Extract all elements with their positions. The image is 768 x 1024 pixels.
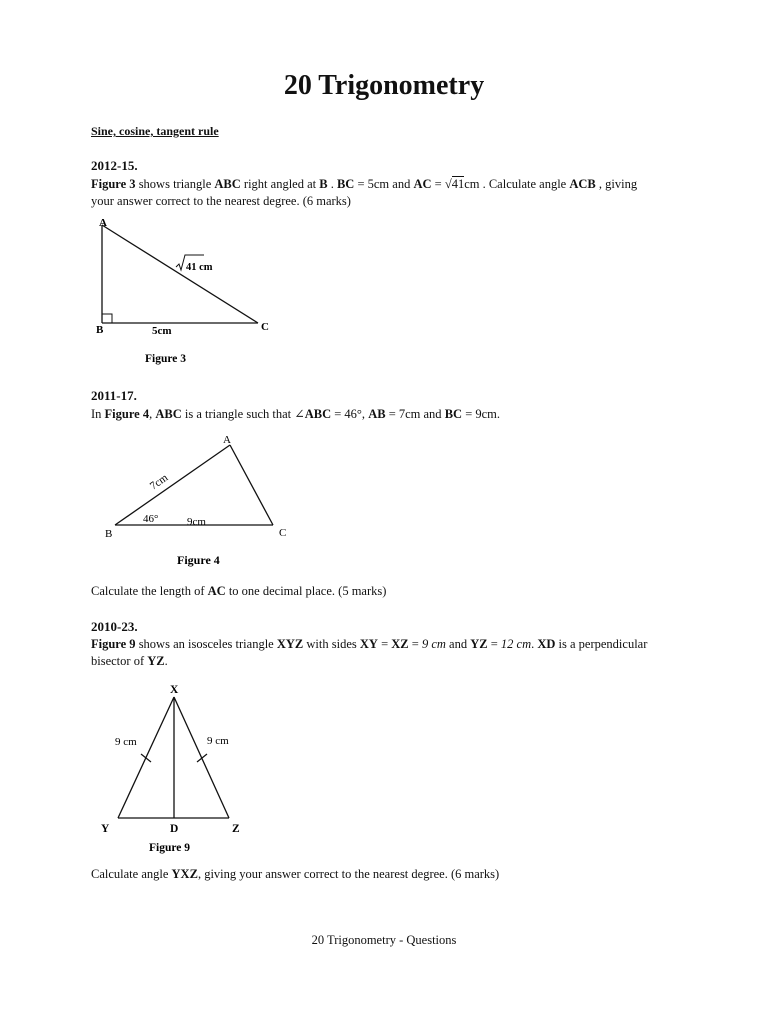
angle-label-b: 46° — [143, 513, 159, 525]
question-text: Figure 9 shows an isosceles triangle XYZ with sides XY = XZ = 9 cm and YZ = 12 cm. XD is a perpendicular bisector of YZ. — [91, 637, 648, 668]
figure-caption: Figure 3 — [145, 353, 186, 365]
triangle-abc — [115, 445, 273, 525]
triangle-xyz — [118, 697, 229, 818]
vertex-label-d: D — [170, 823, 179, 835]
figure-caption: Figure 4 — [177, 553, 220, 567]
section-heading: Sine, cosine, tangent rule — [91, 124, 219, 138]
side-label-bc: 9cm — [187, 516, 206, 528]
vertex-label-c: C — [261, 321, 269, 333]
side-label-ab: 7cm — [147, 471, 171, 493]
vertex-label-b: B — [96, 324, 104, 336]
side-label-ac: 41 cm — [186, 262, 213, 273]
side-label-bc: 5cm — [152, 325, 172, 337]
vertex-label-c: C — [279, 527, 287, 539]
side-label-xy: 9 cm — [115, 736, 137, 748]
side-label-xz: 9 cm — [207, 735, 229, 747]
vertex-label-y: Y — [101, 823, 110, 835]
vertex-label-a: A — [223, 434, 231, 446]
question-text: Figure 3 shows triangle ABC right angled at B . BC = 5cm and AC = √41cm . Calculate angle ACB , giving your answer correct to the nearest degree. (6 marks) — [91, 177, 638, 208]
page-footer: 20 Trigonometry - Questions — [311, 933, 457, 947]
figure-3-diagram — [80, 215, 310, 375]
question-prompt: Calculate angle YXZ, giving your answer correct to the nearest degree. (6 marks) — [91, 867, 500, 881]
question-number: 2012-15. — [91, 158, 138, 173]
vertex-label-b: B — [105, 528, 113, 540]
question-number: 2010-23. — [91, 619, 138, 634]
question-prompt: Calculate the length of AC to one decimal place. (5 marks) — [91, 584, 387, 598]
vertex-label-x: X — [170, 684, 179, 696]
figure-4-diagram — [95, 428, 315, 568]
vertex-label-z: Z — [232, 823, 240, 835]
page-title: 20 Trigonometry — [283, 70, 485, 101]
vertex-label-a: A — [99, 217, 107, 229]
question-text: In Figure 4, ABC is a triangle such that ∠ABC = 46°, AB = 7cm and BC = 9cm. — [91, 407, 501, 421]
triangle-abc — [102, 225, 258, 323]
question-number: 2011-17. — [91, 388, 137, 403]
figure-caption: Figure 9 — [149, 842, 190, 854]
figure-9-diagram — [90, 680, 270, 860]
